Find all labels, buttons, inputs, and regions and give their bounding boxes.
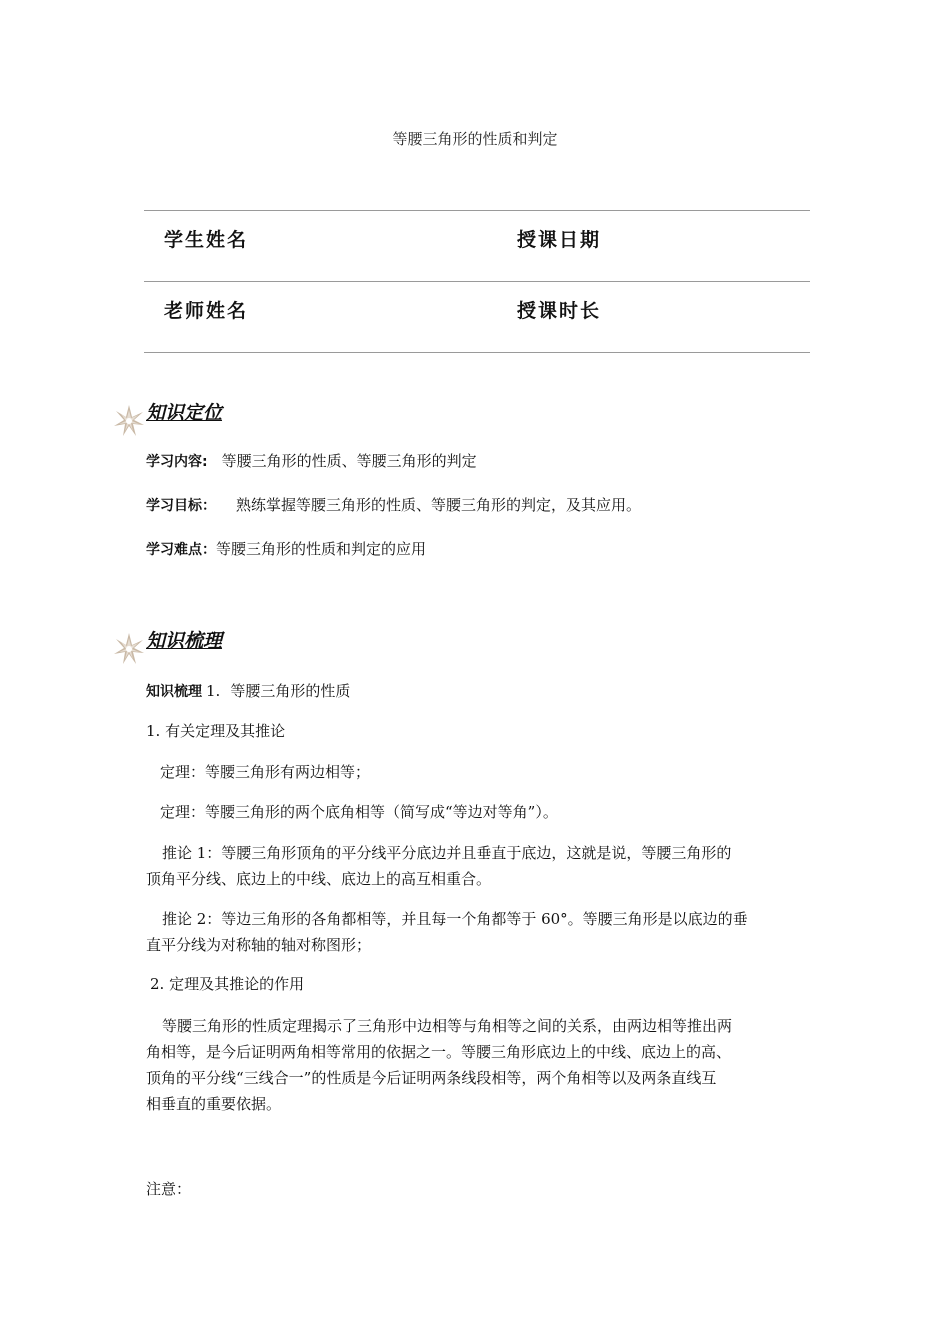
theorem-1: 定理：等腰三角形有两边相等； [160, 763, 371, 781]
review-sub-text: 等腰三角形的性质 [230, 682, 351, 700]
study-content-label: 学习内容: [146, 454, 208, 470]
usage-line-1: 等腰三角形的性质定理揭示了三角形中边相等与角相等之间的关系，由两边相等推出两 [162, 1017, 733, 1035]
usage-line-3: 顶角的平分线“三线合一”的性质是今后证明两条线段相等，两个角相等以及两条直线互 [146, 1069, 717, 1087]
theorem-2: 定理：等腰三角形的两个底角相等（简写成“等边对等角”）。 [160, 803, 558, 821]
study-goal-line [146, 492, 812, 519]
study-difficulty-text: 等腰三角形的性质和判定的应用 [216, 540, 427, 558]
corollary-2-line-2: 直平分线为对称轴的轴对称图形； [146, 936, 372, 954]
corollary-1-line-2: 顶角平分线、底边上的中线、底边上的高互相重合。 [146, 870, 492, 888]
info-row-teacher [144, 281, 810, 353]
lesson-duration-label: 授课时长 [517, 300, 602, 322]
usage-line-4: 相垂直的重要依据。 [146, 1095, 282, 1113]
study-goal-text: 熟练掌握等腰三角形的性质、等腰三角形的判定，及其应用。 [236, 496, 642, 514]
study-content-text: 等腰三角形的性质、等腰三角形的判定 [221, 452, 477, 470]
study-difficulty-label: 学习难点： [146, 542, 216, 558]
study-content-line [146, 448, 812, 475]
item2-title: 2. 定理及其推论的作用 [150, 975, 305, 993]
note-label: 注意： [146, 1180, 192, 1198]
study-goal-label: 学习目标： [146, 498, 216, 514]
lesson-date-label: 授课日期 [517, 229, 602, 251]
student-name-label: 学生姓名 [164, 229, 249, 251]
section-heading-review [112, 626, 412, 666]
document-title: 等腰三角形的性质和判定 [392, 130, 558, 148]
lesson-info-table [144, 210, 810, 353]
review-subheading [146, 678, 812, 705]
section-heading-label: 知识定位 [146, 402, 223, 424]
section-heading-positioning [112, 398, 412, 438]
starburst-icon [112, 404, 146, 438]
corollary-2-line-1: 推论 2：等边三角形的各角都相等，并且每一个角都等于 60°。等腰三角形是以底边的垂 [162, 910, 748, 928]
review-sub-number: 1. [206, 682, 221, 700]
teacher-name-label: 老师姓名 [164, 300, 249, 322]
starburst-icon [112, 632, 146, 666]
corollary-2 [146, 906, 812, 958]
corollary-1-line-1: 推论 1：等腰三角形顶角的平分线平分底边并且垂直于底边，这就是说，等腰三角形的 [162, 844, 732, 862]
study-difficulty-line [146, 536, 812, 563]
item1-title: 1. 有关定理及其推论 [146, 722, 286, 740]
review-sub-label: 知识梳理 [146, 684, 202, 700]
usage-paragraph [146, 1013, 812, 1117]
info-row-student [144, 210, 810, 281]
section-heading-label: 知识梳理 [146, 630, 223, 652]
corollary-1 [146, 840, 812, 892]
usage-line-2: 角相等，是今后证明两角相等常用的依据之一。等腰三角形底边上的中线、底边上的高、 [146, 1043, 732, 1061]
